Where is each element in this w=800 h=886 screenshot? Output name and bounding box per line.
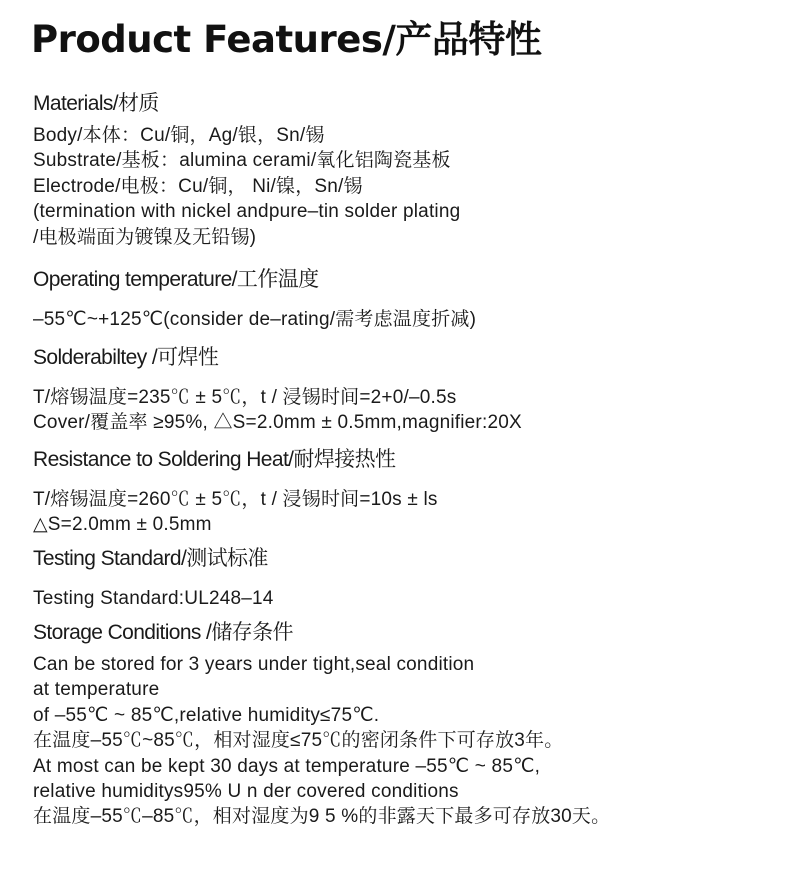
body-line: –55℃~+125℃(consider de–rating/需考虑温度折减) — [33, 309, 477, 330]
section-testing-standard — [33, 545, 783, 611]
section-operating-temperature — [33, 266, 783, 332]
storage-conditions-lines — [33, 652, 783, 830]
section-heading-soldering-heat: Resistance to Soldering Heat/耐焊接热性 — [33, 448, 396, 471]
section-solderability — [33, 344, 783, 436]
soldering-heat-lines — [33, 487, 783, 538]
operating-temperature-lines — [33, 307, 783, 332]
body-line: At most can be kept 30 days at temperature –55℃ ~ 85℃, — [33, 755, 541, 777]
body-line: △S=2.0mm ± 0.5mm — [33, 514, 212, 536]
section-soldering-heat — [33, 446, 783, 538]
body-line: Can be stored for 3 years under tight,seal condition — [33, 654, 475, 675]
section-storage-conditions — [33, 619, 783, 830]
body-line: Cover/覆盖率 ≥95%, △S=2.0mm ± 0.5mm,magnifier:20X — [33, 412, 522, 434]
body-line: T/熔锡温度=260℃ ± 5℃，t / 浸锡时间=10s ± ls — [33, 489, 438, 510]
body-line: relative humiditys95% U n der covered conditions — [33, 781, 459, 803]
body-line: Testing Standard:UL248–14 — [33, 588, 274, 609]
section-heading-testing-standard: Testing Standard/测试标准 — [33, 547, 268, 570]
solderability-lines — [33, 385, 783, 436]
section-materials — [33, 90, 783, 250]
body-line: (termination with nickel andpure–tin solder plating — [33, 201, 461, 223]
body-line: 在温度–55℃~85℃，相对湿度≤75℃的密闭条件下可存放3年。 — [33, 730, 564, 752]
body-line: of –55℃ ~ 85℃,relative humidity≤75℃. — [33, 704, 380, 726]
body-line: Substrate/基板：alumina cerami/氧化铝陶瓷基板 — [33, 150, 451, 172]
section-heading-materials: Materials/材质 — [33, 92, 159, 115]
section-heading-storage-conditions: Storage Conditions /储存条件 — [33, 621, 293, 644]
page-title: Product Features/产品特性 — [31, 18, 542, 61]
testing-standard-lines — [33, 586, 783, 611]
body-line: at temperature — [33, 679, 160, 701]
body-line: 在温度–55℃–85℃，相对湿度为9 5 %的非露天下最多可存放30天。 — [33, 806, 611, 828]
section-heading-operating-temperature: Operating temperature/工作温度 — [33, 268, 319, 291]
body-line: Body/本体：Cu/铜，Ag/银，Sn/锡 — [33, 125, 325, 146]
body-line: Electrode/电极：Cu/铜， Ni/镍，Sn/锡 — [33, 175, 363, 197]
body-line: /电极端面为镀镍及无铅锡) — [33, 226, 257, 248]
body-line: T/熔锡温度=235℃ ± 5℃，t / 浸锡时间=2+0/–0.5s — [33, 387, 457, 408]
section-heading-solderability: Solderabiltey /可焊性 — [33, 346, 219, 369]
materials-lines — [33, 123, 783, 250]
